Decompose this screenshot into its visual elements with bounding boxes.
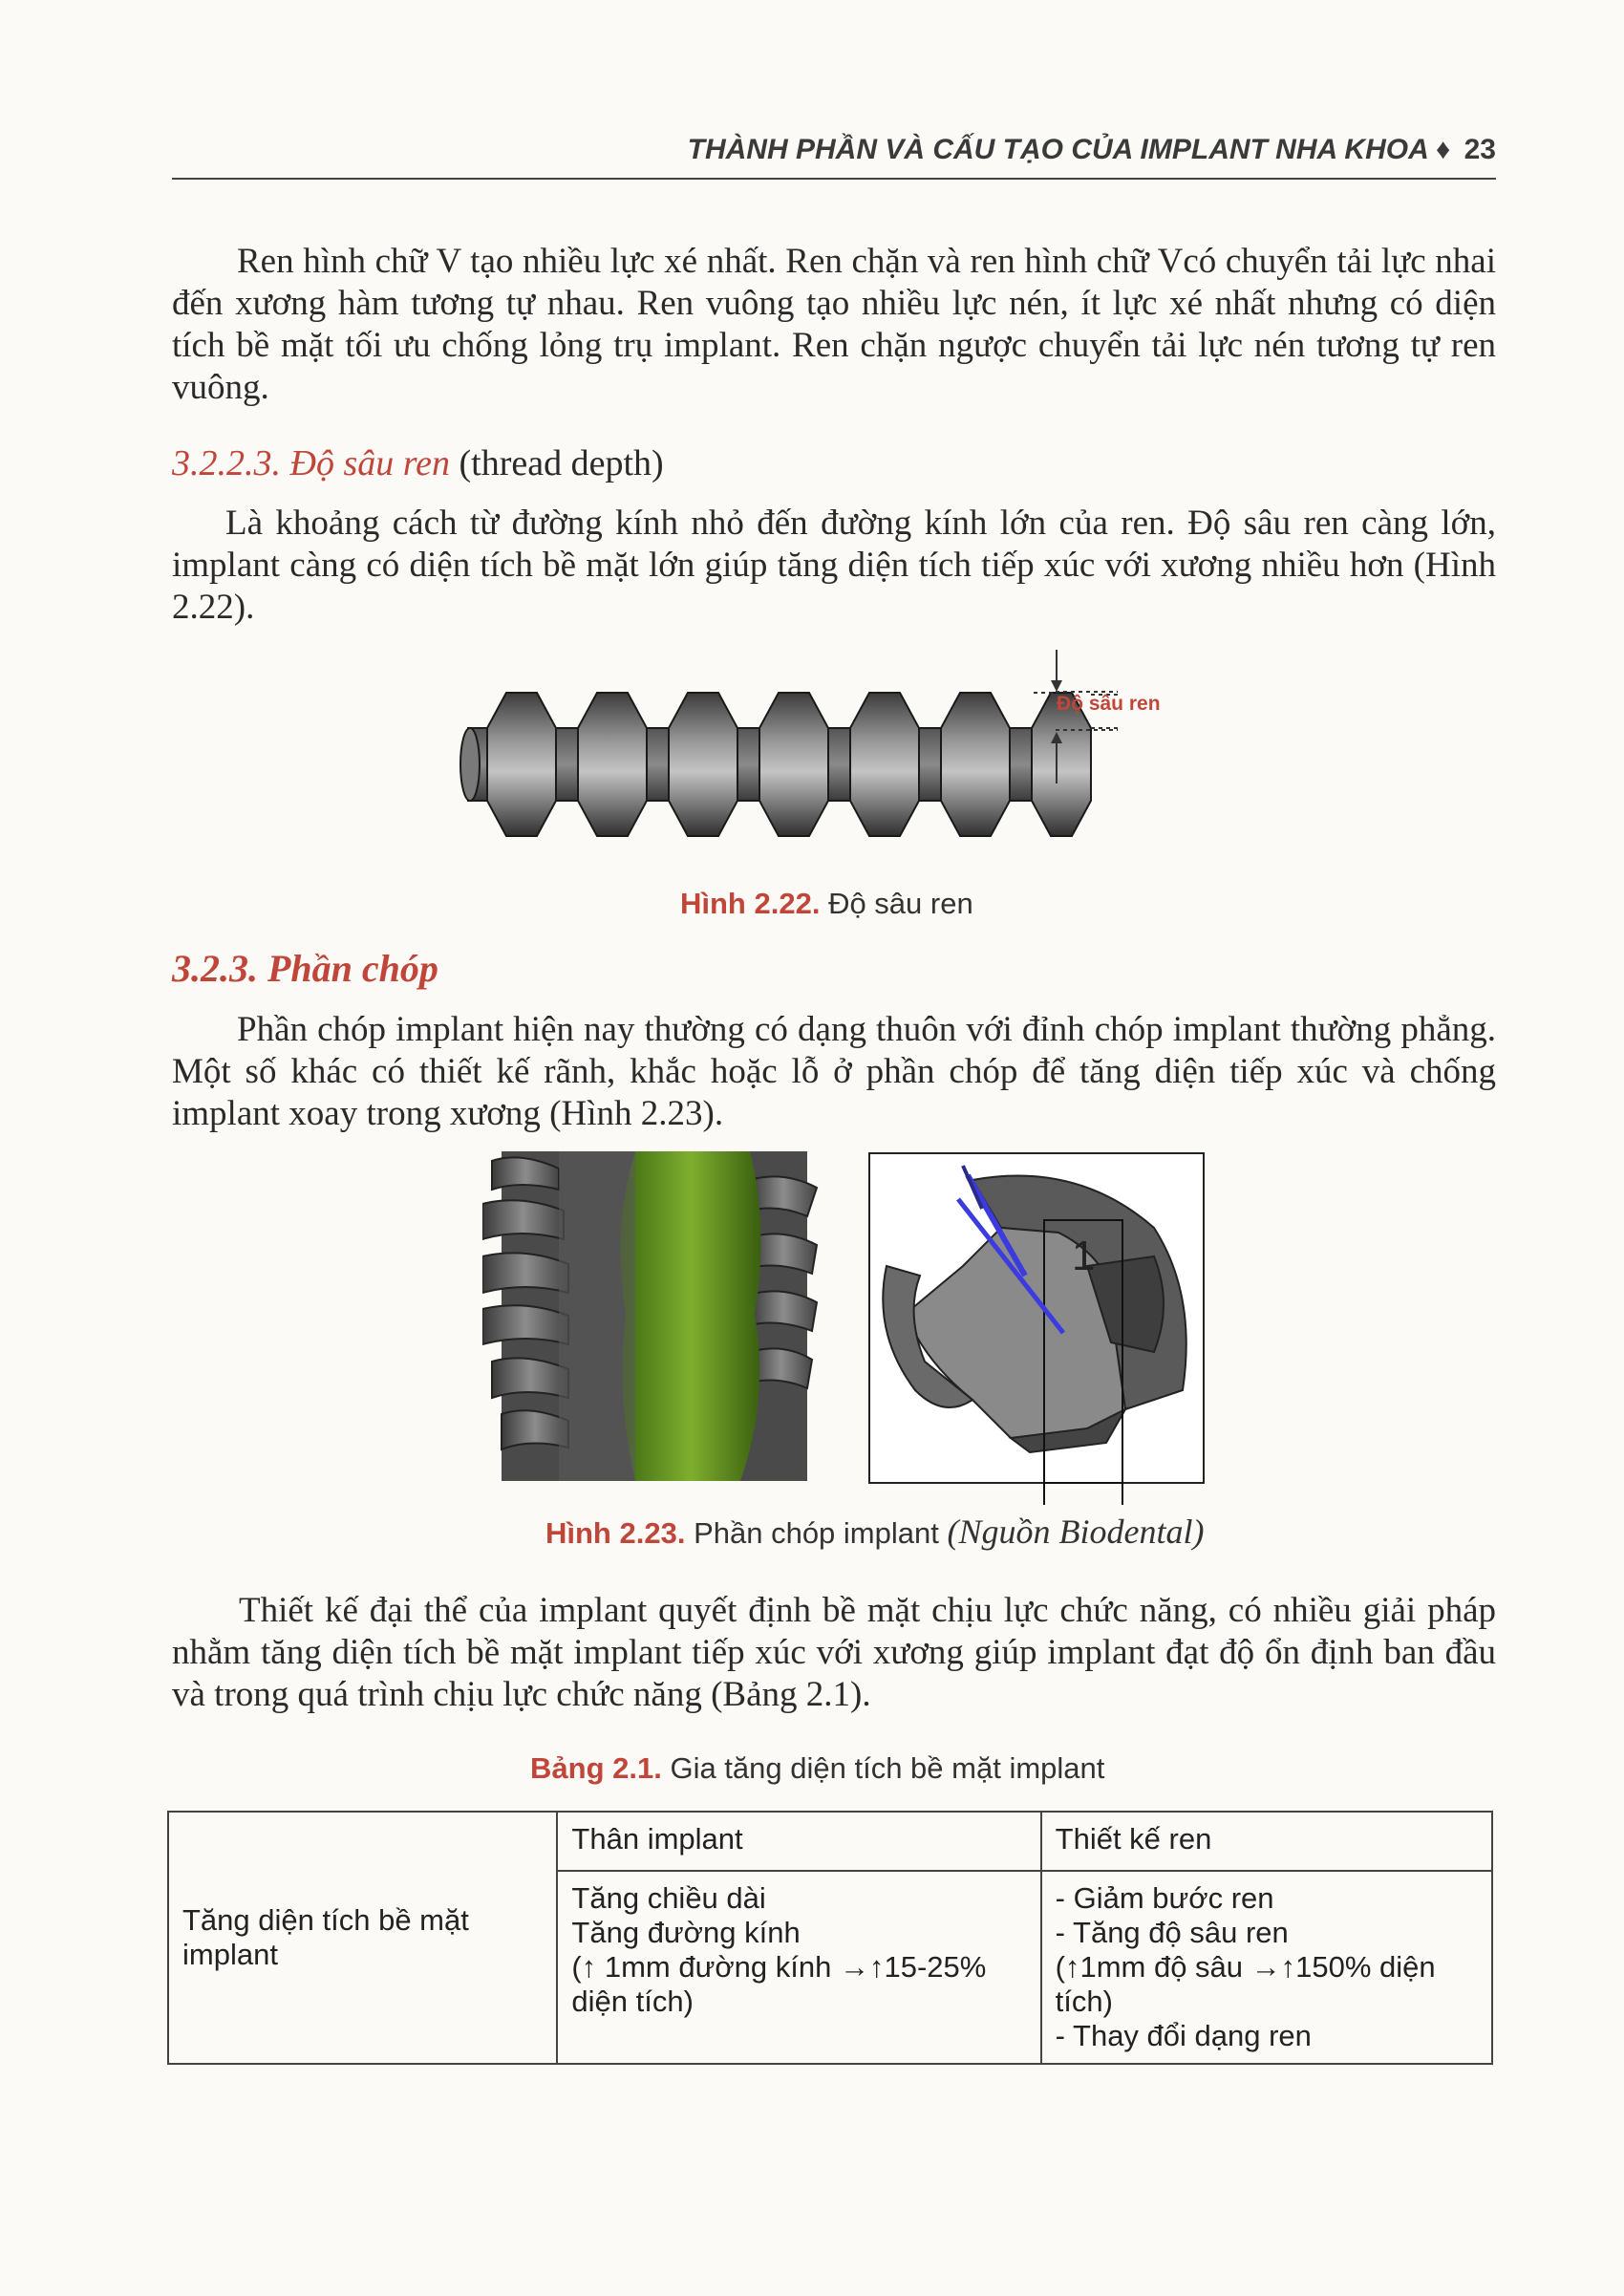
table-2-1-label: Bảng 2.1. [530, 1751, 662, 1785]
heading-thread-depth-number: 3.2.2.3. [172, 443, 281, 483]
heading-thread-depth [172, 441, 664, 485]
page-number: 23 [1464, 134, 1496, 165]
table-2-1-title: Gia tăng diện tích bề mặt implant [670, 1751, 1105, 1785]
implant-apex-diagram [867, 1151, 1207, 1505]
figure-2-23-text: Phần chóp implant [694, 1516, 939, 1550]
heading-apex: 3.2.3. Phần chóp [172, 947, 438, 990]
paragraph-thread-depth: Là khoảng cách từ đường kính nhỏ đến đường kính lớn của ren. Độ sâu ren càng lớn, implant càng có diện tích bề mặt lớn giúp tăng diện tích tiếp xúc với xương nhiều hơn (Hình 2.22). [172, 504, 1496, 627]
header-title: THÀNH PHẦN VÀ CẤU TẠO CỦA IMPLANT NHA KHOA [687, 134, 1428, 165]
threaded-rod [460, 693, 1091, 836]
figure-2-22-caption [680, 887, 973, 921]
figure-2-23-caption [545, 1512, 1204, 1552]
table-cell-line: - Thay đổi dạng ren [1055, 2019, 1312, 2052]
implant-apex-photo [482, 1151, 831, 1481]
figure-2-22-text: Độ sâu ren [828, 887, 973, 920]
surface-area-table [167, 1811, 1493, 2065]
thread-depth-figure [449, 640, 1213, 869]
running-header [172, 134, 1496, 180]
table-col-header-thread: Thiết kế ren [1041, 1812, 1492, 1871]
table-cell-line: diện tích) [571, 1985, 694, 2018]
table-2-1-caption [530, 1751, 1104, 1786]
header-separator: ♦ [1435, 134, 1451, 165]
paragraph-apex: Phần chóp implant hiện nay thường có dạng thuôn với đỉnh chóp implant thường phẳng. Một số khác có thiết kế rãnh, khắc hoặc lỗ ở phần chóp để tăng diện tiếp xúc và chống implant xoay trong xương (Hình 2.23). [172, 1010, 1496, 1133]
paragraph-thread-forces: Ren hình chữ V tạo nhiều lực xé nhất. Ren chặn và ren hình chữ Vcó chuyển tải lực nhai đến xương hàm tương tự nhau. Ren vuông tạo nhiều lực nén, ít lực xé nhất nhưng có diện tích bề mặt tối ưu chống lỏng trụ implant. Ren chặn ngược chuyển tải lực nén tương tự ren vuông. [172, 242, 1496, 407]
figure-2-22-label: Hình 2.22. [680, 887, 821, 920]
table-cell-line: - Tăng độ sâu ren [1055, 1916, 1289, 1949]
table-cell-line: (↑ 1mm đường kính →↑15-25% [571, 1950, 987, 1984]
thread-depth-annotation: Độ sâu ren [1057, 693, 1161, 715]
table-cell-body [557, 1871, 1040, 2064]
figure-2-23-source: (Nguồn Biodental) [947, 1513, 1205, 1551]
table-row-header: Tăng diện tích bề mặt implant [168, 1812, 557, 2064]
apex-diagram-label: 1 [1072, 1233, 1096, 1279]
table-row [168, 1812, 1492, 1871]
table-cell-line: - Giảm bước ren [1055, 1881, 1274, 1915]
table-cell-line: tích) [1055, 1985, 1113, 2018]
figure-2-23-label: Hình 2.23. [545, 1516, 686, 1550]
table-cell-line: Tăng đường kính [571, 1916, 801, 1949]
paragraph-macro-design: Thiết kế đại thể của implant quyết định bề mặt chịu lực chức năng, có nhiều giải pháp nhằm tăng diện tích bề mặt implant tiếp xúc với xương giúp implant đạt độ ổn định ban đầu và trong quá trình chịu lực chức năng (Bảng 2.1). [172, 1591, 1496, 1714]
table-col-header-body: Thân implant [557, 1812, 1040, 1871]
heading-thread-depth-suffix: (thread depth) [459, 443, 664, 483]
heading-thread-depth-title: Độ sâu ren [289, 443, 450, 483]
table-cell-line: (↑1mm độ sâu →↑150% diện [1055, 1950, 1436, 1984]
table-cell-thread [1041, 1871, 1492, 2064]
table-cell-line: Tăng chiều dài [571, 1881, 766, 1915]
